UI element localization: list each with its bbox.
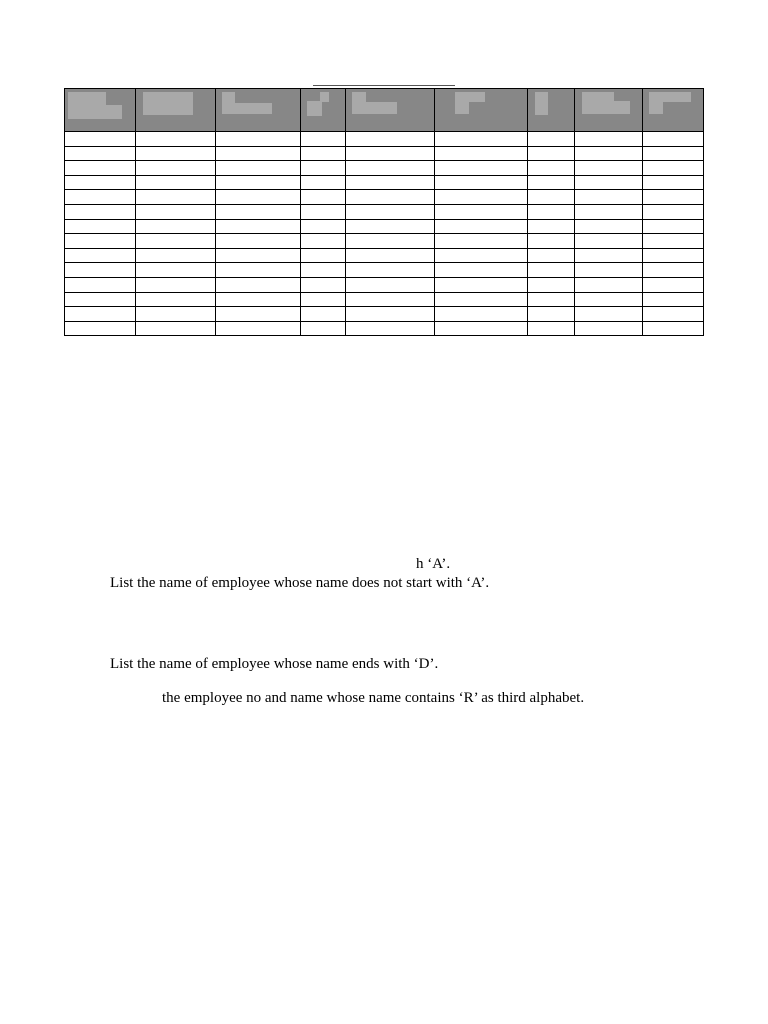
table-cell [575,277,643,292]
table-cell [435,321,528,336]
table-cell [435,204,528,219]
table-cell [435,263,528,278]
table-cell [346,263,435,278]
table-cell [435,161,528,176]
table-cell [216,132,301,147]
table-cell [435,277,528,292]
table-cell [136,307,216,322]
table-row [65,292,704,307]
table-cell [136,263,216,278]
table-row [65,146,704,161]
table-cell [346,161,435,176]
table-cell [136,190,216,205]
header-cell-4 [301,89,346,132]
table-cell [346,219,435,234]
table-cell [528,161,575,176]
table-row [65,234,704,249]
table-cell [346,146,435,161]
table-cell [346,175,435,190]
table-cell [301,321,346,336]
table-cell [528,248,575,263]
table-cell [643,161,704,176]
table-cell [435,132,528,147]
table-row [65,175,704,190]
table-cell [136,234,216,249]
table-cell [643,175,704,190]
table-cell [435,190,528,205]
table-cell [301,132,346,147]
table-cell [216,161,301,176]
table-cell [216,248,301,263]
table-cell [136,277,216,292]
table-cell [435,307,528,322]
table-body [65,132,704,336]
table-cell [65,175,136,190]
table-cell [136,219,216,234]
table-cell [575,292,643,307]
table-cell [136,292,216,307]
table-cell [575,263,643,278]
table-cell [435,234,528,249]
table-cell [65,132,136,147]
table-cell [65,321,136,336]
table-cell [346,204,435,219]
table-cell [528,132,575,147]
table-cell [301,146,346,161]
table-cell [435,175,528,190]
table-cell [575,219,643,234]
table-cell [643,234,704,249]
table-cell [301,263,346,278]
table-cell [528,219,575,234]
table-cell [575,307,643,322]
table-cell [528,234,575,249]
table-cell [435,248,528,263]
table-cell [216,307,301,322]
table-cell [301,234,346,249]
table-cell [301,175,346,190]
table-cell [575,204,643,219]
table-cell [575,161,643,176]
table-cell [65,292,136,307]
table-cell [301,190,346,205]
table-cell [301,307,346,322]
text-line-ends-with-d: List the name of employee whose name ends with ‘D’. [110,656,439,672]
table-cell [643,248,704,263]
table-cell [65,307,136,322]
table-cell [65,190,136,205]
table-cell [301,204,346,219]
table-cell [346,321,435,336]
table-cell [575,321,643,336]
table-row [65,307,704,322]
table-cell [346,292,435,307]
table-cell [346,307,435,322]
table-cell [216,263,301,278]
table-cell [65,263,136,278]
table-cell [643,132,704,147]
table-cell [643,219,704,234]
table-cell [643,204,704,219]
table-cell [301,277,346,292]
table-cell [65,219,136,234]
table-cell [216,190,301,205]
header-cell-7 [528,89,575,132]
table-cell [643,263,704,278]
table-cell [301,219,346,234]
title-underline [313,85,455,86]
table-cell [575,175,643,190]
table-cell [643,146,704,161]
table-cell [528,321,575,336]
table-cell [216,204,301,219]
table-cell [575,146,643,161]
header-cell-8 [575,89,643,132]
table-cell [346,190,435,205]
header-cell-5 [346,89,435,132]
table-cell [435,292,528,307]
header-cell-2 [136,89,216,132]
table-cell [216,146,301,161]
header-cell-9 [643,89,704,132]
header-cell-3 [216,89,301,132]
table-cell [643,292,704,307]
table-cell [435,219,528,234]
table-cell [216,277,301,292]
table-cell [575,132,643,147]
table-cell [528,307,575,322]
table-row [65,190,704,205]
table-cell [575,248,643,263]
table-row [65,204,704,219]
table-cell [528,263,575,278]
table-row [65,248,704,263]
table-cell [216,219,301,234]
table-cell [65,161,136,176]
table-row [65,161,704,176]
table-row [65,263,704,278]
table-row [65,277,704,292]
table-cell [346,277,435,292]
table-cell [528,175,575,190]
table-cell [575,190,643,205]
table-cell [346,132,435,147]
table-cell [528,292,575,307]
table-cell [435,146,528,161]
table-cell [643,190,704,205]
table-header-row [65,89,704,132]
table-cell [136,161,216,176]
table-cell [136,175,216,190]
table-cell [136,146,216,161]
table-cell [643,321,704,336]
table-cell [216,175,301,190]
table-cell [643,277,704,292]
table-cell [528,204,575,219]
table-cell [346,234,435,249]
table-cell [216,321,301,336]
table-row [65,132,704,147]
header-cell-6 [435,89,528,132]
employee-table [64,88,704,336]
table-cell [575,234,643,249]
table-cell [346,248,435,263]
text-line-r-third-alphabet: the employee no and name whose name contains ‘R’ as third alphabet. [162,690,585,706]
table-cell [528,190,575,205]
table-cell [65,234,136,249]
table-cell [528,277,575,292]
table-row [65,219,704,234]
text-line-partial: h ‘A’. [416,556,451,572]
table-cell [65,277,136,292]
table-cell [65,204,136,219]
table-cell [643,307,704,322]
table-cell [216,234,301,249]
table-cell [136,204,216,219]
table-cell [65,248,136,263]
table-cell [136,248,216,263]
table-cell [136,132,216,147]
table-cell [301,161,346,176]
table-cell [136,321,216,336]
table-cell [301,292,346,307]
table-cell [528,146,575,161]
table-row [65,321,704,336]
text-line-not-start-with-a: List the name of employee whose name does not start with ‘A’. [110,575,490,591]
table-cell [301,248,346,263]
header-cell-1 [65,89,136,132]
table-cell [216,292,301,307]
table-cell [65,146,136,161]
